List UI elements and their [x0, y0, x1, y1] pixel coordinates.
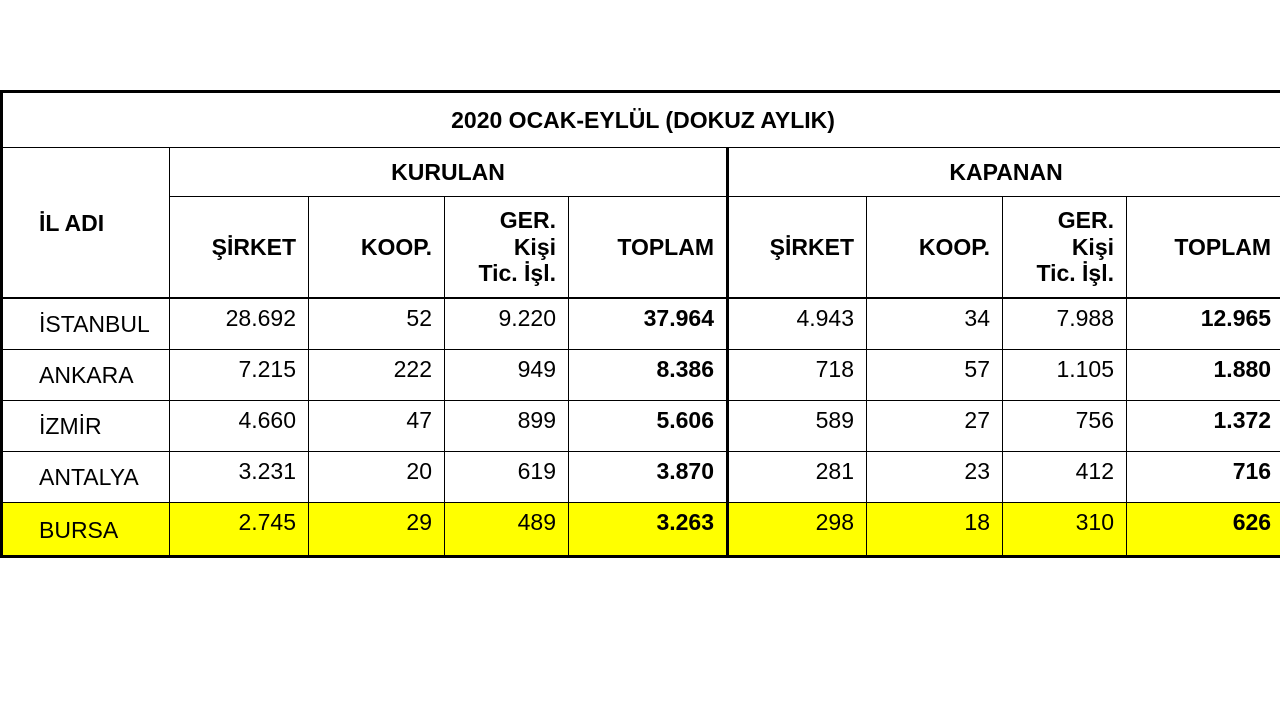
kurulan-sirket-cell: 2.745 — [170, 503, 309, 557]
kapanan-sirket-cell: 281 — [728, 452, 867, 503]
ger-header-line-1: GER. — [1057, 207, 1114, 234]
kurulan-toplam-cell: 37.964 — [569, 298, 728, 350]
table-row-highlighted — [2, 503, 1280, 557]
kapanan-ger-header — [1003, 197, 1127, 299]
kapanan-toplam-cell: 626 — [1127, 503, 1280, 557]
table-title: 2020 OCAK-EYLÜL (DOKUZ AYLIK) — [2, 92, 1280, 148]
ger-header-line-2: Kişi — [1071, 233, 1114, 260]
kurulan-koop-cell: 47 — [309, 401, 445, 452]
kapanan-ger-cell: 310 — [1003, 503, 1127, 557]
kapanan-sirket-header: ŞİRKET — [728, 197, 867, 299]
kapanan-sirket-cell: 298 — [728, 503, 867, 557]
kapanan-group-header: KAPANAN — [728, 148, 1280, 197]
il-adi-header: İL ADI — [2, 148, 170, 299]
kurulan-toplam-cell: 3.870 — [569, 452, 728, 503]
kapanan-koop-cell: 23 — [867, 452, 1003, 503]
ger-header-line-1: GER. — [499, 207, 556, 234]
kapanan-ger-cell: 1.105 — [1003, 350, 1127, 401]
kapanan-ger-cell: 7.988 — [1003, 298, 1127, 350]
row-il-name: İSTANBUL — [2, 298, 170, 350]
kurulan-ger-cell: 489 — [445, 503, 569, 557]
row-il-name: İZMİR — [2, 401, 170, 452]
kurulan-group-header: KURULAN — [170, 148, 728, 197]
kurulan-koop-cell: 29 — [309, 503, 445, 557]
kapanan-toplam-header: TOPLAM — [1127, 197, 1280, 299]
kapanan-ger-cell: 412 — [1003, 452, 1127, 503]
kapanan-toplam-cell: 12.965 — [1127, 298, 1280, 350]
kurulan-sirket-cell: 4.660 — [170, 401, 309, 452]
company-statistics-table — [0, 90, 1280, 558]
kapanan-koop-header: KOOP. — [867, 197, 1003, 299]
kurulan-toplam-cell: 8.386 — [569, 350, 728, 401]
kurulan-toplam-header: TOPLAM — [569, 197, 728, 299]
statistics-table-wrapper — [0, 90, 1280, 558]
table-row — [2, 298, 1280, 350]
kapanan-sirket-cell: 589 — [728, 401, 867, 452]
kurulan-ger-cell: 619 — [445, 452, 569, 503]
kapanan-koop-cell: 34 — [867, 298, 1003, 350]
kurulan-koop-cell: 222 — [309, 350, 445, 401]
row-il-name: ANKARA — [2, 350, 170, 401]
kurulan-sirket-cell: 28.692 — [170, 298, 309, 350]
kapanan-ger-cell: 756 — [1003, 401, 1127, 452]
kurulan-koop-cell: 52 — [309, 298, 445, 350]
table-row — [2, 452, 1280, 503]
kurulan-koop-cell: 20 — [309, 452, 445, 503]
kurulan-koop-header: KOOP. — [309, 197, 445, 299]
kapanan-sirket-cell: 4.943 — [728, 298, 867, 350]
kurulan-ger-header — [445, 197, 569, 299]
kurulan-ger-cell: 899 — [445, 401, 569, 452]
kapanan-sirket-cell: 718 — [728, 350, 867, 401]
kapanan-toplam-cell: 716 — [1127, 452, 1280, 503]
kurulan-ger-cell: 949 — [445, 350, 569, 401]
kapanan-koop-cell: 57 — [867, 350, 1003, 401]
kapanan-koop-cell: 27 — [867, 401, 1003, 452]
kurulan-toplam-cell: 5.606 — [569, 401, 728, 452]
kurulan-toplam-cell: 3.263 — [569, 503, 728, 557]
kapanan-toplam-cell: 1.372 — [1127, 401, 1280, 452]
table-row — [2, 350, 1280, 401]
row-il-name: BURSA — [2, 503, 170, 557]
row-il-name: ANTALYA — [2, 452, 170, 503]
kapanan-koop-cell: 18 — [867, 503, 1003, 557]
ger-header-line-2: Kişi — [513, 233, 556, 260]
kurulan-sirket-cell: 7.215 — [170, 350, 309, 401]
kurulan-sirket-header: ŞİRKET — [170, 197, 309, 299]
kurulan-ger-cell: 9.220 — [445, 298, 569, 350]
table-row — [2, 401, 1280, 452]
ger-header-line-3: Tic. İşl. — [478, 260, 556, 287]
kurulan-sirket-cell: 3.231 — [170, 452, 309, 503]
ger-header-line-3: Tic. İşl. — [1036, 260, 1114, 287]
kapanan-toplam-cell: 1.880 — [1127, 350, 1280, 401]
